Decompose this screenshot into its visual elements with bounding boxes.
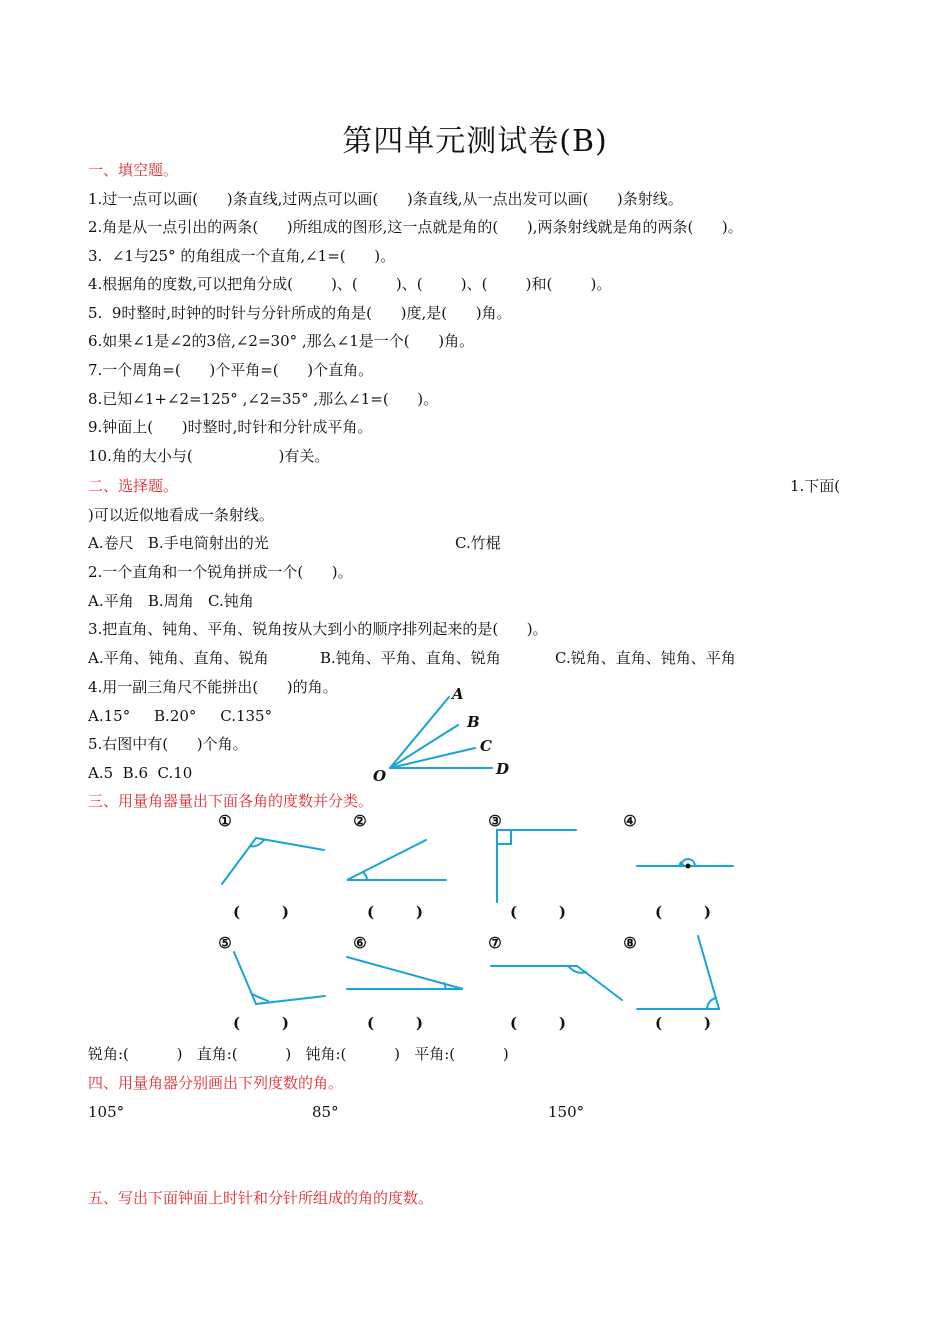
- fill-question-9: 9.钟面上( )时整时,时针和分针成平角。: [88, 418, 373, 436]
- choice-question-2: 2.一个直角和一个锐角拼成一个( )。: [88, 563, 353, 581]
- ray-label-d: D: [496, 760, 510, 778]
- angle-figure-4: [637, 859, 733, 866]
- vertex-dot-icon: [686, 864, 691, 869]
- angle-number-5: ⑤: [218, 934, 232, 952]
- choice-options-2: A.平角 B.周角 C.钝角: [88, 592, 254, 610]
- choice-option-3b: B.钝角、平角、直角、锐角: [320, 649, 501, 667]
- choice-question-3: 3.把直角、钝角、平角、锐角按从大到小的顺序排列起来的是( )。: [88, 620, 548, 638]
- angle-number-1: ①: [218, 812, 232, 830]
- ray-label-c: C: [480, 737, 492, 755]
- ray-label-a: A: [452, 685, 464, 703]
- angle-figure-2: [347, 840, 446, 880]
- ray-label-b: B: [467, 713, 480, 731]
- angle-figure-8: [637, 936, 719, 1009]
- angle-figure-7: [491, 966, 622, 1000]
- section-heading-clock: 五、写出下面钟面上时针和分针所组成的角的度数。: [88, 1189, 434, 1207]
- answer-blank-6[interactable]: ( ): [367, 1014, 423, 1032]
- angle-number-8: ⑧: [623, 934, 637, 952]
- fill-question-4: 4.根据角的度数,可以把角分成( )、( )、( )、( )和( )。: [88, 275, 612, 293]
- angle-figure-5: [234, 952, 325, 1004]
- angle-figure-6: [347, 957, 463, 989]
- draw-degree-1: 105°: [88, 1103, 125, 1121]
- angle-number-6: ⑥: [353, 934, 367, 952]
- ray-label-o: O: [373, 767, 387, 785]
- angle-number-4: ④: [623, 812, 637, 830]
- angle-figure-3: [497, 830, 576, 902]
- choice-question-1-cont: )可以近似地看成一条射线。: [88, 506, 274, 524]
- choice-options-1: A.卷尺 B.手电筒射出的光: [88, 534, 269, 552]
- section-heading-fill: 一、填空题。: [88, 161, 179, 179]
- fill-question-2: 2.角是从一点引出的两条( )所组成的图形,这一点就是角的( ),两条射线就是角的两条( )。: [88, 218, 743, 236]
- section-heading-measure: 三、用量角器量出下面各角的度数并分类。: [88, 792, 374, 810]
- section-heading-draw: 四、用量角器分别画出下列度数的角。: [88, 1074, 344, 1092]
- choice-question-1-start: 1.下面(: [790, 477, 841, 495]
- choice-option-3a: A.平角、钝角、直角、锐角: [88, 649, 269, 667]
- section-heading-choice: 二、选择题。: [88, 477, 179, 495]
- answer-blank-7[interactable]: ( ): [510, 1014, 566, 1032]
- choice-question-4: 4.用一副三角尺不能拼出( )的角。: [88, 678, 338, 696]
- rays-figure: [390, 697, 492, 768]
- fill-question-6: 6.如果∠1是∠2的3倍,∠2=30° ,那么∠1是一个( )角。: [88, 332, 475, 350]
- draw-degree-3: 150°: [548, 1103, 585, 1121]
- choice-option-3c: C.锐角、直角、钝角、平角: [555, 649, 736, 667]
- fill-question-1: 1.过一点可以画( )条直线,过两点可以画( )条直线,从一点出发可以画( )条射线。: [88, 190, 683, 208]
- fill-question-7: 7.一个周角=( )个平角=( )个直角。: [88, 361, 374, 379]
- classify-line: 锐角:( ) 直角:( ) 钝角:( ) 平角:( ): [88, 1045, 509, 1063]
- fill-question-3: 3. ∠1与25° 的角组成一个直角,∠1=( )。: [88, 247, 396, 265]
- choice-question-5: 5.右图中有( )个角。: [88, 735, 248, 753]
- answer-blank-4[interactable]: ( ): [655, 903, 711, 921]
- angle-number-3: ③: [488, 812, 502, 830]
- answer-blank-5[interactable]: ( ): [233, 1014, 289, 1032]
- fill-question-10: 10.角的大小与( )有关。: [88, 447, 330, 465]
- answer-blank-2[interactable]: ( ): [367, 903, 423, 921]
- answer-blank-3[interactable]: ( ): [510, 903, 566, 921]
- choice-options-5: A.5 B.6 C.10: [88, 764, 193, 782]
- answer-blank-8[interactable]: ( ): [655, 1014, 711, 1032]
- draw-degree-2: 85°: [312, 1103, 339, 1121]
- page-title: 第四单元测试卷(B): [342, 124, 608, 159]
- fill-question-5: 5. 9时整时,时钟的时针与分针所成的角是( )度,是( )角。: [88, 304, 512, 322]
- choice-option-1c: C.竹棍: [455, 534, 501, 552]
- answer-blank-1[interactable]: ( ): [233, 903, 289, 921]
- angle-figure-1: [222, 838, 324, 884]
- angle-number-7: ⑦: [488, 934, 502, 952]
- angle-number-2: ②: [353, 812, 367, 830]
- fill-question-8: 8.已知∠1+∠2=125° ,∠2=35° ,那么∠1=( )。: [88, 390, 439, 408]
- choice-options-4: A.15° B.20° C.135°: [88, 707, 273, 725]
